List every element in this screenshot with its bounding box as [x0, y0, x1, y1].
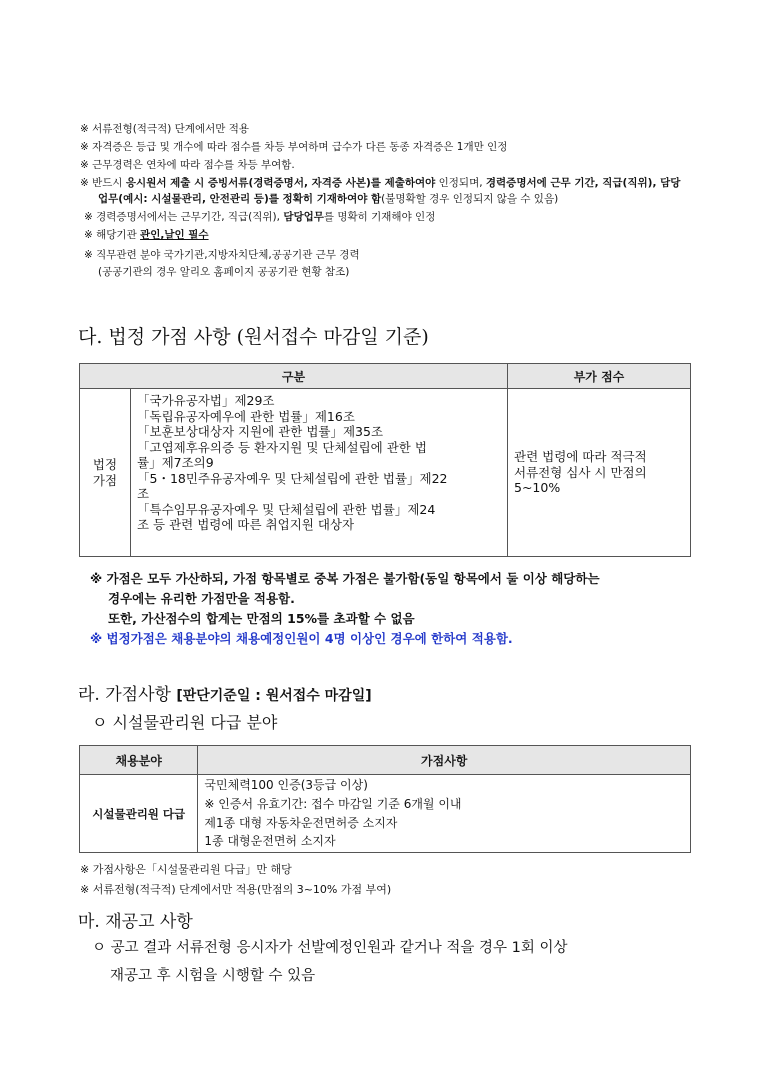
row-label-line: 법정 — [92, 457, 118, 472]
law-line: 「고엽제후유의증 등 환자지원 및 단체설립에 관한 법 — [137, 439, 427, 455]
note-line — [98, 192, 558, 206]
note-bold: 담당업무 — [283, 211, 324, 223]
note-line: (공공기관의 경우 알리오 홈페이지 공공기관 현황 참조) — [98, 266, 350, 278]
law-line: 「보훈보상대상자 지원에 관한 법률」제35조 — [137, 424, 384, 439]
section-title — [78, 680, 372, 705]
note-text: ※ 반드시 — [80, 177, 126, 189]
section-subtitle: ㅇ 시설물관리원 다급 분야 — [92, 713, 278, 732]
bonus-line: 1종 대형운전면허 소지자 — [204, 834, 336, 848]
note-line — [80, 176, 680, 190]
law-line: 조 등 관련 법령에 따른 취업지원 대상자 — [137, 517, 355, 532]
points-cell — [508, 389, 691, 557]
note-line: 경우에는 유리한 가점만을 적용함. — [108, 591, 295, 606]
bonus-line: 국민체력100 인증(3등급 이상) — [204, 778, 368, 792]
table-header: 채용분야 — [80, 746, 198, 775]
note-text: 를 명확히 기재해야 인정 — [323, 211, 436, 223]
bonus-line: 제1종 대형 자동차운전면허증 소지자 — [204, 816, 398, 830]
bonus-line: ※ 인증서 유효기간: 접수 마감일 기준 6개월 이내 — [204, 797, 462, 811]
note-bold: 응시원서 제출 시 증빙서류(경력증명서, 자격증 사본)를 제출하여야 — [125, 177, 436, 189]
note-bold: 경력증명서에 근무 기간, 직급(직위), 담당 — [485, 177, 681, 189]
law-line: 「특수임무유공자예우 및 단체설립에 관한 법률」제24 — [137, 501, 436, 517]
section-title: 마. 재공고 사항 — [78, 912, 193, 932]
note-line: 또한, 가산점수의 합계는 만점의 15%를 초과할 수 없음 — [108, 611, 415, 626]
note-text: ※ 해당기관 — [84, 229, 141, 241]
table-header: 구분 — [80, 364, 508, 389]
note-line: ※ 가점사항은「시설물관리원 다급」만 해당 — [80, 863, 292, 876]
note-line-blue: ※ 법정가점은 채용분야의 채용예정인원이 4명 이상인 경우에 한하여 적용함. — [90, 631, 513, 646]
row-label — [80, 389, 131, 557]
section-title-prefix: 라. 가점사항 — [78, 685, 177, 705]
note-line: ※ 서류전형(적극적) 단계에서만 적용(만점의 3~10% 가점 부여) — [80, 883, 392, 896]
note-line: ※ 자격증은 등급 및 개수에 따라 점수를 차등 부여하며 급수가 다른 동종 자격증은 1개만 인정 — [80, 141, 508, 153]
row-label-line: 가점 — [92, 472, 118, 488]
note-line: ※ 직무관련 분야 국가기관,지방자치단체,공공기관 근무 경력 — [84, 249, 360, 261]
law-line: 「국가유공자법」제29조 — [137, 393, 275, 408]
law-line: 「5・18민주유공자예우 및 단체설립에 관한 법률」제22 — [137, 470, 448, 486]
field-cell: 시설물관리원 다급 — [80, 775, 198, 853]
paragraph-line: ㅇ 공고 결과 서류전형 응시자가 선발예정인원과 같거나 적을 경우 1회 이상 — [92, 940, 568, 956]
law-list — [131, 389, 508, 557]
note-bold: 업무(예시: 시설물관리, 안전관리 등)를 정확히 기재하여야 함 — [98, 193, 382, 205]
law-line: 조 — [137, 486, 150, 501]
points-line: 서류전형 심사 시 만점의 — [514, 464, 647, 480]
bonus-points-table — [79, 745, 691, 853]
note-text: 인정되며, — [435, 177, 486, 189]
table-header: 부가 점수 — [508, 364, 691, 389]
paragraph-line: 재공고 후 시험을 시행할 수 있음 — [110, 968, 316, 984]
bonus-cell — [198, 775, 691, 853]
table-header: 가점사항 — [198, 746, 691, 775]
note-text: (불명확할 경우 인정되지 않을 수 있음) — [381, 193, 559, 205]
note-bold: 관인,날인 필수 — [140, 229, 209, 241]
points-line: 5~10% — [514, 480, 561, 496]
law-line: 률」제7조의9 — [137, 455, 214, 470]
note-line — [84, 228, 209, 242]
legal-points-table — [79, 363, 691, 557]
note-line — [84, 210, 435, 224]
section-title: 다. 법정 가점 사항 (원서접수 마감일 기준) — [78, 326, 429, 348]
note-text: ※ 경력증명서에서는 근무기간, 직급(직위), — [84, 211, 284, 223]
law-line: 「독립유공자예우에 관한 법률」제16조 — [137, 408, 355, 424]
note-line: ※ 가점은 모두 가산하되, 가점 항목별로 중복 가점은 불가함(동일 항목에서 둘 이상 해당하는 — [90, 571, 600, 586]
note-line: ※ 서류전형(적극적) 단계에서만 적용 — [80, 123, 250, 135]
note-line: ※ 근무경력은 연차에 따라 점수를 차등 부여함. — [80, 159, 295, 171]
points-line: 관련 법령에 따라 적극적 — [514, 449, 647, 465]
section-title-bold: [판단기준일 : 원서접수 마감일] — [176, 688, 372, 704]
